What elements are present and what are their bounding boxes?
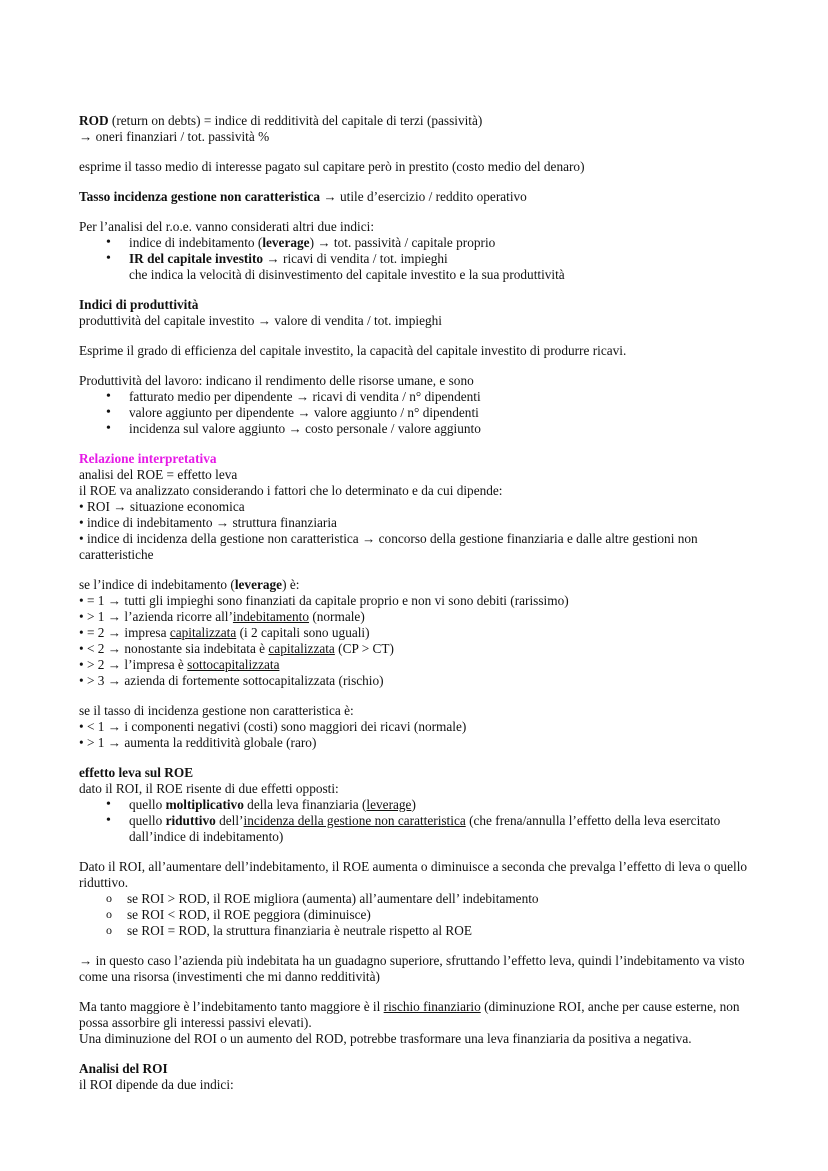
text: (che frena/annulla l’effetto della leva esercitato dall’indice di indebitamento) [129,813,721,844]
list-item: o se ROI > ROD, il ROE migliora (aumenta) all’aumentare dell’ indebitamento [79,891,749,907]
section-heading-effetto-leva: effetto leva sul ROE [79,765,194,780]
relazione-line1: analisi del ROE = effetto leva [79,467,238,482]
list-item [79,251,749,283]
leverage-intro [79,577,749,593]
rod-definition [79,113,749,129]
roi-rod-comparison-list [79,891,749,939]
section-heading-analisi-roi: Analisi del ROI [79,1061,168,1076]
tasso-incidenza-definition [79,189,749,205]
rod-term: ROD [79,113,109,128]
leverage-case [79,657,749,673]
relazione-item: • ROI → situazione economica [79,499,245,514]
text: dell’ [215,813,244,828]
produttivita-formula: produttività del capitale investito → valore di vendita / tot. impieghi [79,313,442,328]
list-item [79,797,749,813]
underlined-term: rischio finanziario [383,999,481,1014]
text: (diminuzione ROI, anche per cause esterne, non possa assorbire gli interessi passivi elevati). [79,999,740,1030]
underlined-term: capitalizzata [169,625,237,640]
list-item: o se ROI = ROD, la struttura finanziaria è neutrale rispetto al ROE [79,923,749,939]
ir-description: che indica la velocità di disinvestimento del capitale investito e la sua produttività [129,267,565,282]
text: (CP > CT) [334,641,394,656]
tasso-incidenza-intro: se il tasso di incidenza gestione non caratteristica è: [79,703,354,718]
produttivita-lavoro-intro: Produttività del lavoro: indicano il rendimento delle risorse umane, e sono [79,373,474,388]
section-heading-relazione: Relazione interpretativa [79,451,217,466]
ir-term: IR del capitale investito [129,251,264,266]
dato-roi-text: Dato il ROI, all’aumentare dell’indebitamento, il ROE aumenta o diminuisce a seconda che prevalga l’effetto di leva o quello riduttivo. [79,859,748,890]
text: • < 2 → nonostante sia indebitata è [79,641,269,656]
tasso-term: Tasso incidenza gestione non caratteristica [79,189,321,204]
effetto-leva-list [79,797,749,845]
produttivita-lavoro-list [79,389,749,437]
text: (normale) [309,609,365,624]
underlined-term: leverage [366,797,412,812]
text: Ma tanto maggiore è l’indebitamento tanto maggiore è il [79,999,384,1014]
tasso-formula: → utile d’esercizio / reddito operativo [320,189,527,204]
text: quello [129,813,166,828]
section-heading-produttivita: Indici di produttività [79,297,199,312]
text: (i 2 capitali sono uguali) [236,625,370,640]
list-item: • valore aggiunto per dipendente → valore aggiunto / n° dipendenti [79,405,749,421]
leverage-term: leverage [262,235,310,250]
list-item [79,235,749,251]
analisi-roi-text: il ROI dipende da due indici: [79,1077,234,1092]
text: della leva finanziaria ( [243,797,367,812]
rod-formula: → oneri finanziari / tot. passività % [79,129,270,144]
leverage-case: • = 1 → tutti gli impieghi sono finanziati da capitale proprio e non vi sono debiti (rarissimo) [79,593,569,608]
text: ) è: [282,577,300,592]
text: • > 1 → l’azienda ricorre all’ [79,609,233,624]
list-item: • fatturato medio per dipendente → ricavi di vendita / n° dipendenti [79,389,749,405]
leverage-case [79,609,749,625]
effetto-leva-intro: dato il ROI, il ROE risente di due effetti opposti: [79,781,339,796]
underlined-term: capitalizzata [268,641,335,656]
produttivita-description: Esprime il grado di efficienza del capitale investito, la capacità del capitale investito di produrre ricavi. [79,343,627,358]
conclusione-text: → in questo caso l’azienda più indebitata ha un guadagno superiore, sfruttando l’effetto leva, quindi l’indebitamento va visto come una risorsa (investimenti che mi danno redditività) [79,953,745,984]
text: • > 2 → l’impresa è [79,657,188,672]
tasso-incidenza-case: • < 1 → i componenti negativi (costi) sono maggiori dei ricavi (normale) [79,719,467,734]
text: ) [411,797,416,812]
rischio-text [79,999,749,1031]
bold-term: moltiplicativo [165,797,244,812]
relazione-item: • indice di indebitamento → struttura finanziaria [79,515,337,530]
text: quello [129,797,166,812]
list-item [79,813,749,845]
list-item: • incidenza sul valore aggiunto → costo personale / valore aggiunto [79,421,749,437]
document-body [79,113,749,1093]
roe-indices-list [79,235,749,283]
rischio-line2: Una diminuzione del ROI o un aumento del ROD, potrebbe trasformare una leva finanziaria da positiva a negativa. [79,1031,692,1046]
text: se l’indice di indebitamento ( [79,577,235,592]
rod-def: (return on debts) = indice di redditività del capitale di terzi (passività) [108,113,483,128]
leverage-term: leverage [234,577,283,592]
text: • = 2 → impresa [79,625,170,640]
roe-analysis-intro: Per l’analisi del r.o.e. vanno considerati altri due indici: [79,219,375,234]
tasso-incidenza-case: • > 1 → aumenta la redditività globale (raro) [79,735,317,750]
underlined-term: indebitamento [232,609,309,624]
underlined-term: sottocapitalizzata [187,657,280,672]
bold-term: riduttivo [165,813,216,828]
rod-description: esprime il tasso medio di interesse pagato sul capitare però in prestito (costo medio del denaro) [79,159,585,174]
leverage-case: • > 3 → azienda di fortemente sottocapitalizzata (rischio) [79,673,384,688]
underlined-term: incidenza della gestione non caratteristica [243,813,466,828]
relazione-item: • indice di incidenza della gestione non caratteristica → concorso della gestione finanziaria e dalle altre gestioni non caratteristiche [79,531,698,562]
text: → ricavi di vendita / tot. impieghi [263,251,448,266]
text: indice di indebitamento ( [129,235,263,250]
list-item: o se ROI < ROD, il ROE peggiora (diminuisce) [79,907,749,923]
relazione-line2: il ROE va analizzato considerando i fattori che lo determinato e da cui dipende: [79,483,503,498]
text: ) → tot. passività / capitale proprio [309,235,496,250]
leverage-case [79,625,749,641]
leverage-case [79,641,749,657]
